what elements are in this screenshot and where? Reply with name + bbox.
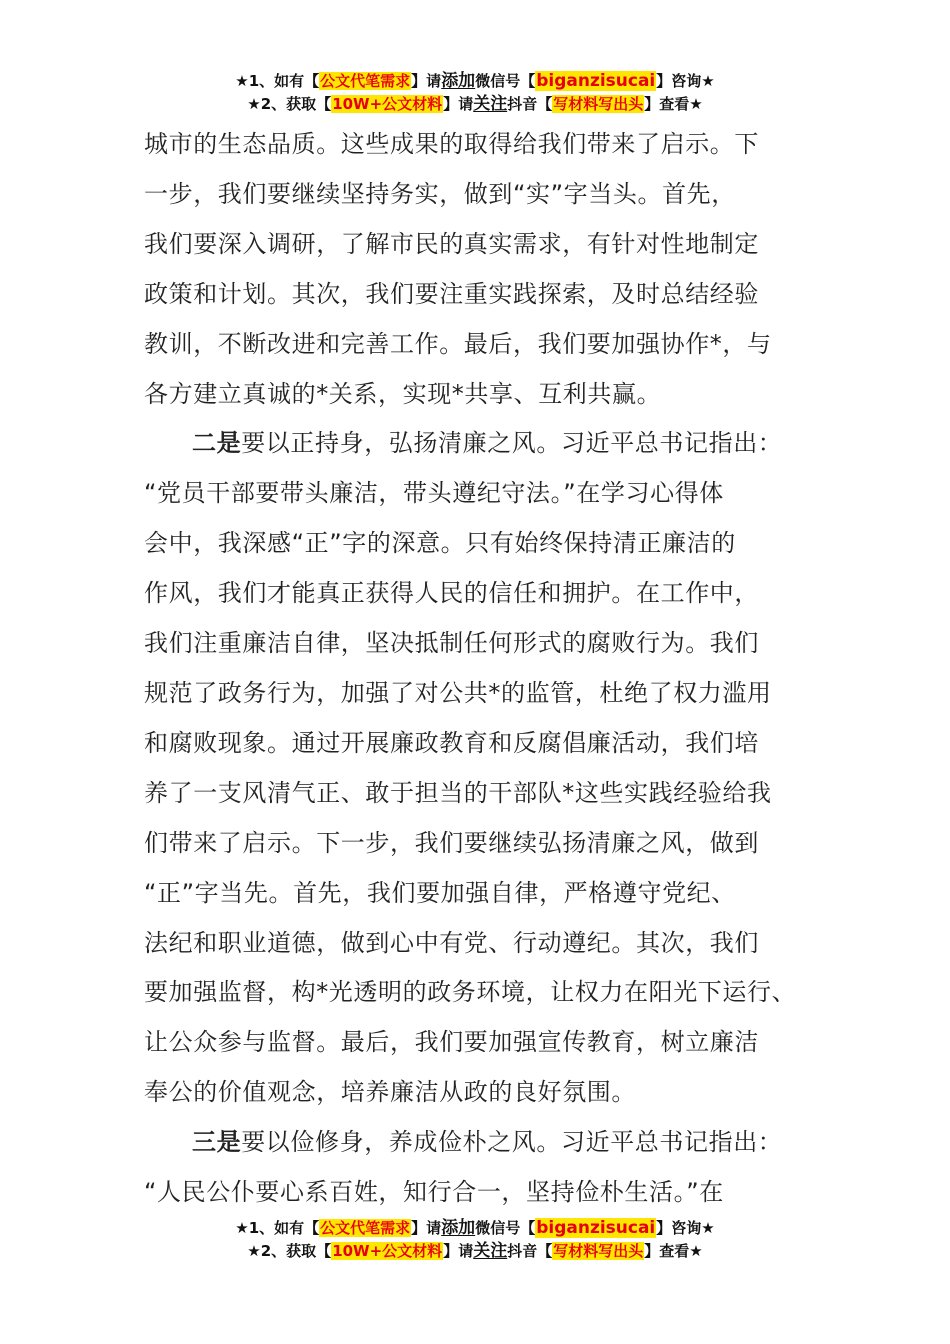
text-line: 奉公的价值观念，培养廉洁从政的良好氛围。 xyxy=(144,1078,636,1107)
banner-emphasis: 添加 xyxy=(441,1218,476,1238)
banner-text: 微信号【 xyxy=(475,1219,536,1237)
highlight-service: 公文代笔需求 xyxy=(320,1219,411,1237)
text-line: 和腐败现象。通过开展廉政教育和反腐倡廉活动，我们培 xyxy=(144,728,759,757)
banner-text: 】咨询★ xyxy=(656,72,715,90)
text-line: 一步，我们要继续坚持务实，做到“实”字当头。首先， xyxy=(144,179,736,208)
text-span: 要以俭修身，养成俭朴之风。习近平总书记指出： xyxy=(241,1128,783,1157)
text-line: 各方建立真诚的*关系，实现*共享、互利共赢。 xyxy=(144,379,662,408)
banner-text: ★1、如有【 xyxy=(235,1219,320,1237)
text-line: 城市的生态品质。这些成果的取得给我们带来了启示。下 xyxy=(144,130,759,158)
banner-text: ★2、获取【 xyxy=(247,95,332,113)
highlight-wechat-id: biganzisucai xyxy=(536,71,656,91)
banner-text: 微信号【 xyxy=(475,72,536,90)
text-line: 们带来了启示。下一步，我们要继续弘扬清廉之风，做到 xyxy=(144,828,759,857)
banner-text: 抖音【 xyxy=(507,95,553,113)
banner-text: 】请 xyxy=(411,1219,442,1237)
banner-emphasis: 关注 xyxy=(473,1241,508,1261)
banner-line-2 xyxy=(0,93,950,116)
banner-text: ★2、获取【 xyxy=(247,1242,332,1260)
text-line: 规范了政务行为，加强了对公共*的监管，杜绝了权力滥用 xyxy=(144,678,772,707)
document-body xyxy=(144,120,814,1218)
text-line: 让公众参与监督。最后，我们要加强宣传教育，树立廉洁 xyxy=(144,1028,759,1057)
highlight-wechat-id: biganzisucai xyxy=(536,1218,656,1238)
banner-line-2 xyxy=(0,1240,950,1263)
text-line: “正”字当先。首先，我们要加强自律，严格遵守党纪、 xyxy=(144,878,736,907)
highlight-materials: 10W+公文材料 xyxy=(332,95,443,113)
text-line: 我们注重廉洁自律，坚决抵制任何形式的腐败行为。我们 xyxy=(144,629,759,658)
paragraph-lead: 二是 xyxy=(192,429,242,458)
banner-text: 】请 xyxy=(411,72,442,90)
text-line: 会中，我深感“正”字的深意。只有始终保持清正廉洁的 xyxy=(144,529,736,558)
banner-text: 】查看★ xyxy=(644,95,703,113)
text-line: 法纪和职业道德，做到心中有党、行动遵纪。其次，我们 xyxy=(144,928,759,957)
banner-text: ★1、如有【 xyxy=(235,72,320,90)
text-line: “人民公仆要心系百姓，知行合一，坚持俭朴生活。”在 xyxy=(144,1178,724,1207)
paragraph-lead: 三是 xyxy=(192,1128,242,1157)
banner-text: 】查看★ xyxy=(644,1242,703,1260)
text-line: 要加强监督，构*光透明的政务环境，让权力在阳光下运行、 xyxy=(144,978,797,1007)
text-line: 我们要深入调研，了解市民的真实需求，有针对性地制定 xyxy=(144,229,759,258)
highlight-service: 公文代笔需求 xyxy=(320,72,411,90)
highlight-douyin: 写材料写出头 xyxy=(553,1242,644,1260)
text-line: 作风，我们才能真正获得人民的信任和拥护。在工作中， xyxy=(144,579,759,608)
banner-text: 抖音【 xyxy=(507,1242,553,1260)
banner-text: 】咨询★ xyxy=(656,1219,715,1237)
paragraph-three-first-line xyxy=(144,1118,814,1168)
banner-emphasis: 添加 xyxy=(441,71,476,91)
text-line: “党员干部要带头廉洁，带头遵纪守法。”在学习心得体 xyxy=(144,479,724,508)
text-line: 养了一支风清气正、敢于担当的干部队*这些实践经验给我 xyxy=(144,778,772,807)
text-line: 教训，不断改进和完善工作。最后，我们要加强协作*，与 xyxy=(144,329,772,358)
header-banner xyxy=(0,70,950,116)
highlight-materials: 10W+公文材料 xyxy=(332,1242,443,1260)
banner-text: 】请 xyxy=(443,95,474,113)
highlight-douyin: 写材料写出头 xyxy=(553,95,644,113)
text-line: 政策和计划。其次，我们要注重实践探索，及时总结经验 xyxy=(144,279,759,308)
paragraph-two-first-line xyxy=(144,419,814,469)
text-span: 要以正持身，弘扬清廉之风。习近平总书记指出： xyxy=(241,429,783,458)
banner-text: 】请 xyxy=(443,1242,474,1260)
footer-banner xyxy=(0,1217,950,1263)
banner-line-1 xyxy=(0,70,950,93)
banner-emphasis: 关注 xyxy=(473,94,508,114)
banner-line-1 xyxy=(0,1217,950,1240)
